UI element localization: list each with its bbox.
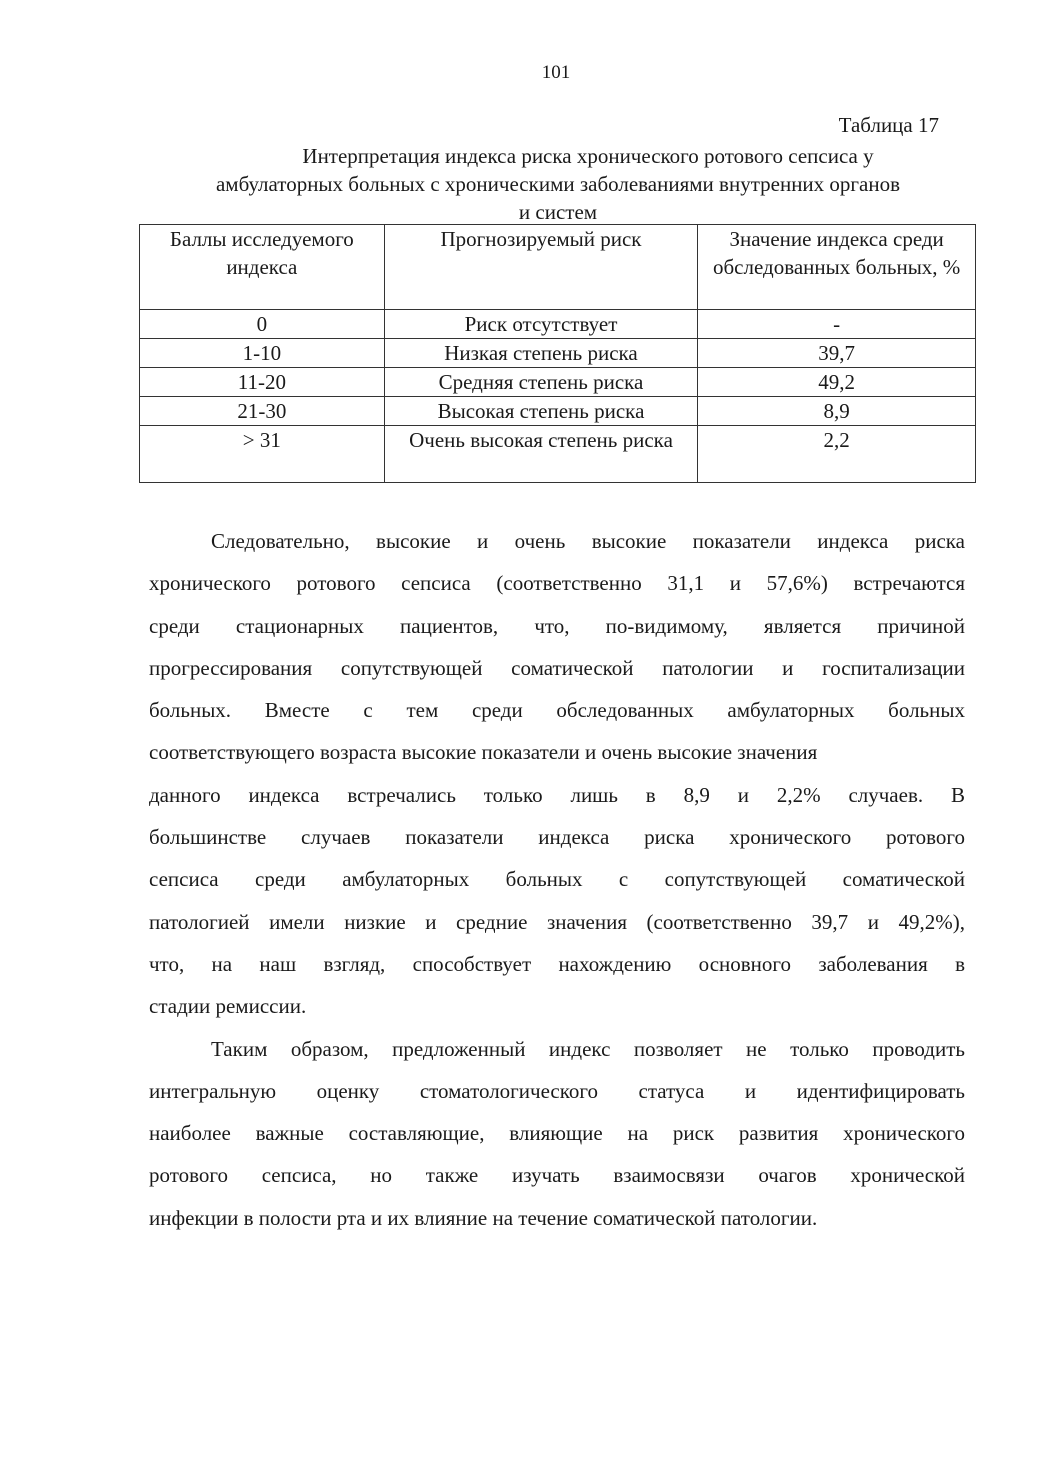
- risk-index-table: [139, 224, 976, 483]
- text-line: патологией имели низкие и средние значения (соответственно 39,7 и 49,2%),: [149, 909, 965, 934]
- table-row: [140, 339, 976, 368]
- text-line: Таким образом, предложенный индекс позволяет не только проводить: [211, 1036, 965, 1061]
- text-line: ротового сепсиса, но также изучать взаимосвязи очагов хронической: [149, 1163, 965, 1188]
- text-line: наиболее важные составляющие, влияющие на риск развития хронического: [149, 1121, 965, 1146]
- table-row: [140, 368, 976, 397]
- table-row: [140, 310, 976, 339]
- table-row: [140, 397, 976, 426]
- text-line: инфекции в полости рта и их влияние на течение соматической патологии.: [149, 1205, 818, 1230]
- cell-value: 49,2: [698, 368, 976, 397]
- header-score: Баллы исследуемого индекса: [140, 225, 385, 310]
- body-text: [149, 520, 965, 1239]
- text-line: стадии ремиссии.: [149, 994, 307, 1019]
- header-value: Значение индекса среди обследованных больных, %: [698, 225, 976, 310]
- text-line: больных. Вместе с тем среди обследованных амбулаторных больных: [149, 698, 965, 723]
- cell-score: 11-20: [140, 368, 385, 397]
- paragraph-2: [149, 1028, 965, 1239]
- page-number: 101: [541, 62, 571, 83]
- table-caption: [140, 142, 976, 226]
- caption-line: Интерпретация индекса риска хронического ротового сепсиса у: [302, 144, 874, 168]
- cell-risk: Очень высокая степень риска: [384, 426, 698, 483]
- cell-risk: Высокая степень риска: [384, 397, 698, 426]
- text-line: среди стационарных пациентов, что, по-видимому, является причиной: [149, 613, 965, 638]
- cell-risk: Низкая степень риска: [384, 339, 698, 368]
- text-line: данного индекса встречались только лишь в 8,9 и 2,2% случаев. В: [149, 782, 965, 807]
- cell-score: 0: [140, 310, 385, 339]
- cell-score: > 31: [140, 426, 385, 483]
- cell-value: 39,7: [698, 339, 976, 368]
- cell-value: -: [698, 310, 976, 339]
- cell-risk: Средняя степень риска: [384, 368, 698, 397]
- table-header-row: [140, 225, 976, 310]
- cell-value: 8,9: [698, 397, 976, 426]
- text-line: сепсиса среди амбулаторных больных с сопутствующей соматической: [149, 867, 965, 892]
- cell-value: 2,2: [698, 426, 976, 483]
- cell-score: 1-10: [140, 339, 385, 368]
- text-line: Следовательно, высокие и очень высокие показатели индекса риска: [211, 529, 965, 553]
- paragraph-1: [149, 520, 965, 1028]
- text-line: большинстве случаев показатели индекса риска хронического ротового: [149, 825, 965, 850]
- cell-risk: Риск отсутствует: [384, 310, 698, 339]
- text-line: прогрессирования сопутствующей соматической патологии и госпитализации: [149, 655, 965, 680]
- table-row: [140, 426, 976, 483]
- caption-line: и систем: [518, 200, 598, 224]
- text-line: хронического ротового сепсиса (соответственно 31,1 и 57,6%) встречаются: [149, 571, 965, 596]
- caption-line: амбулаторных больных с хроническими заболеваниями внутренних органов: [215, 172, 901, 196]
- text-line: соответствующего возраста высокие показатели и очень высокие значения: [149, 740, 818, 765]
- text-line: интегральную оценку стоматологического статуса и идентифицировать: [149, 1078, 965, 1103]
- header-risk: Прогнозируемый риск: [384, 225, 698, 310]
- cell-score: 21-30: [140, 397, 385, 426]
- text-line: что, на наш взгляд, способствует нахождению основного заболевания в: [149, 951, 965, 976]
- table-label: Таблица 17: [838, 113, 939, 137]
